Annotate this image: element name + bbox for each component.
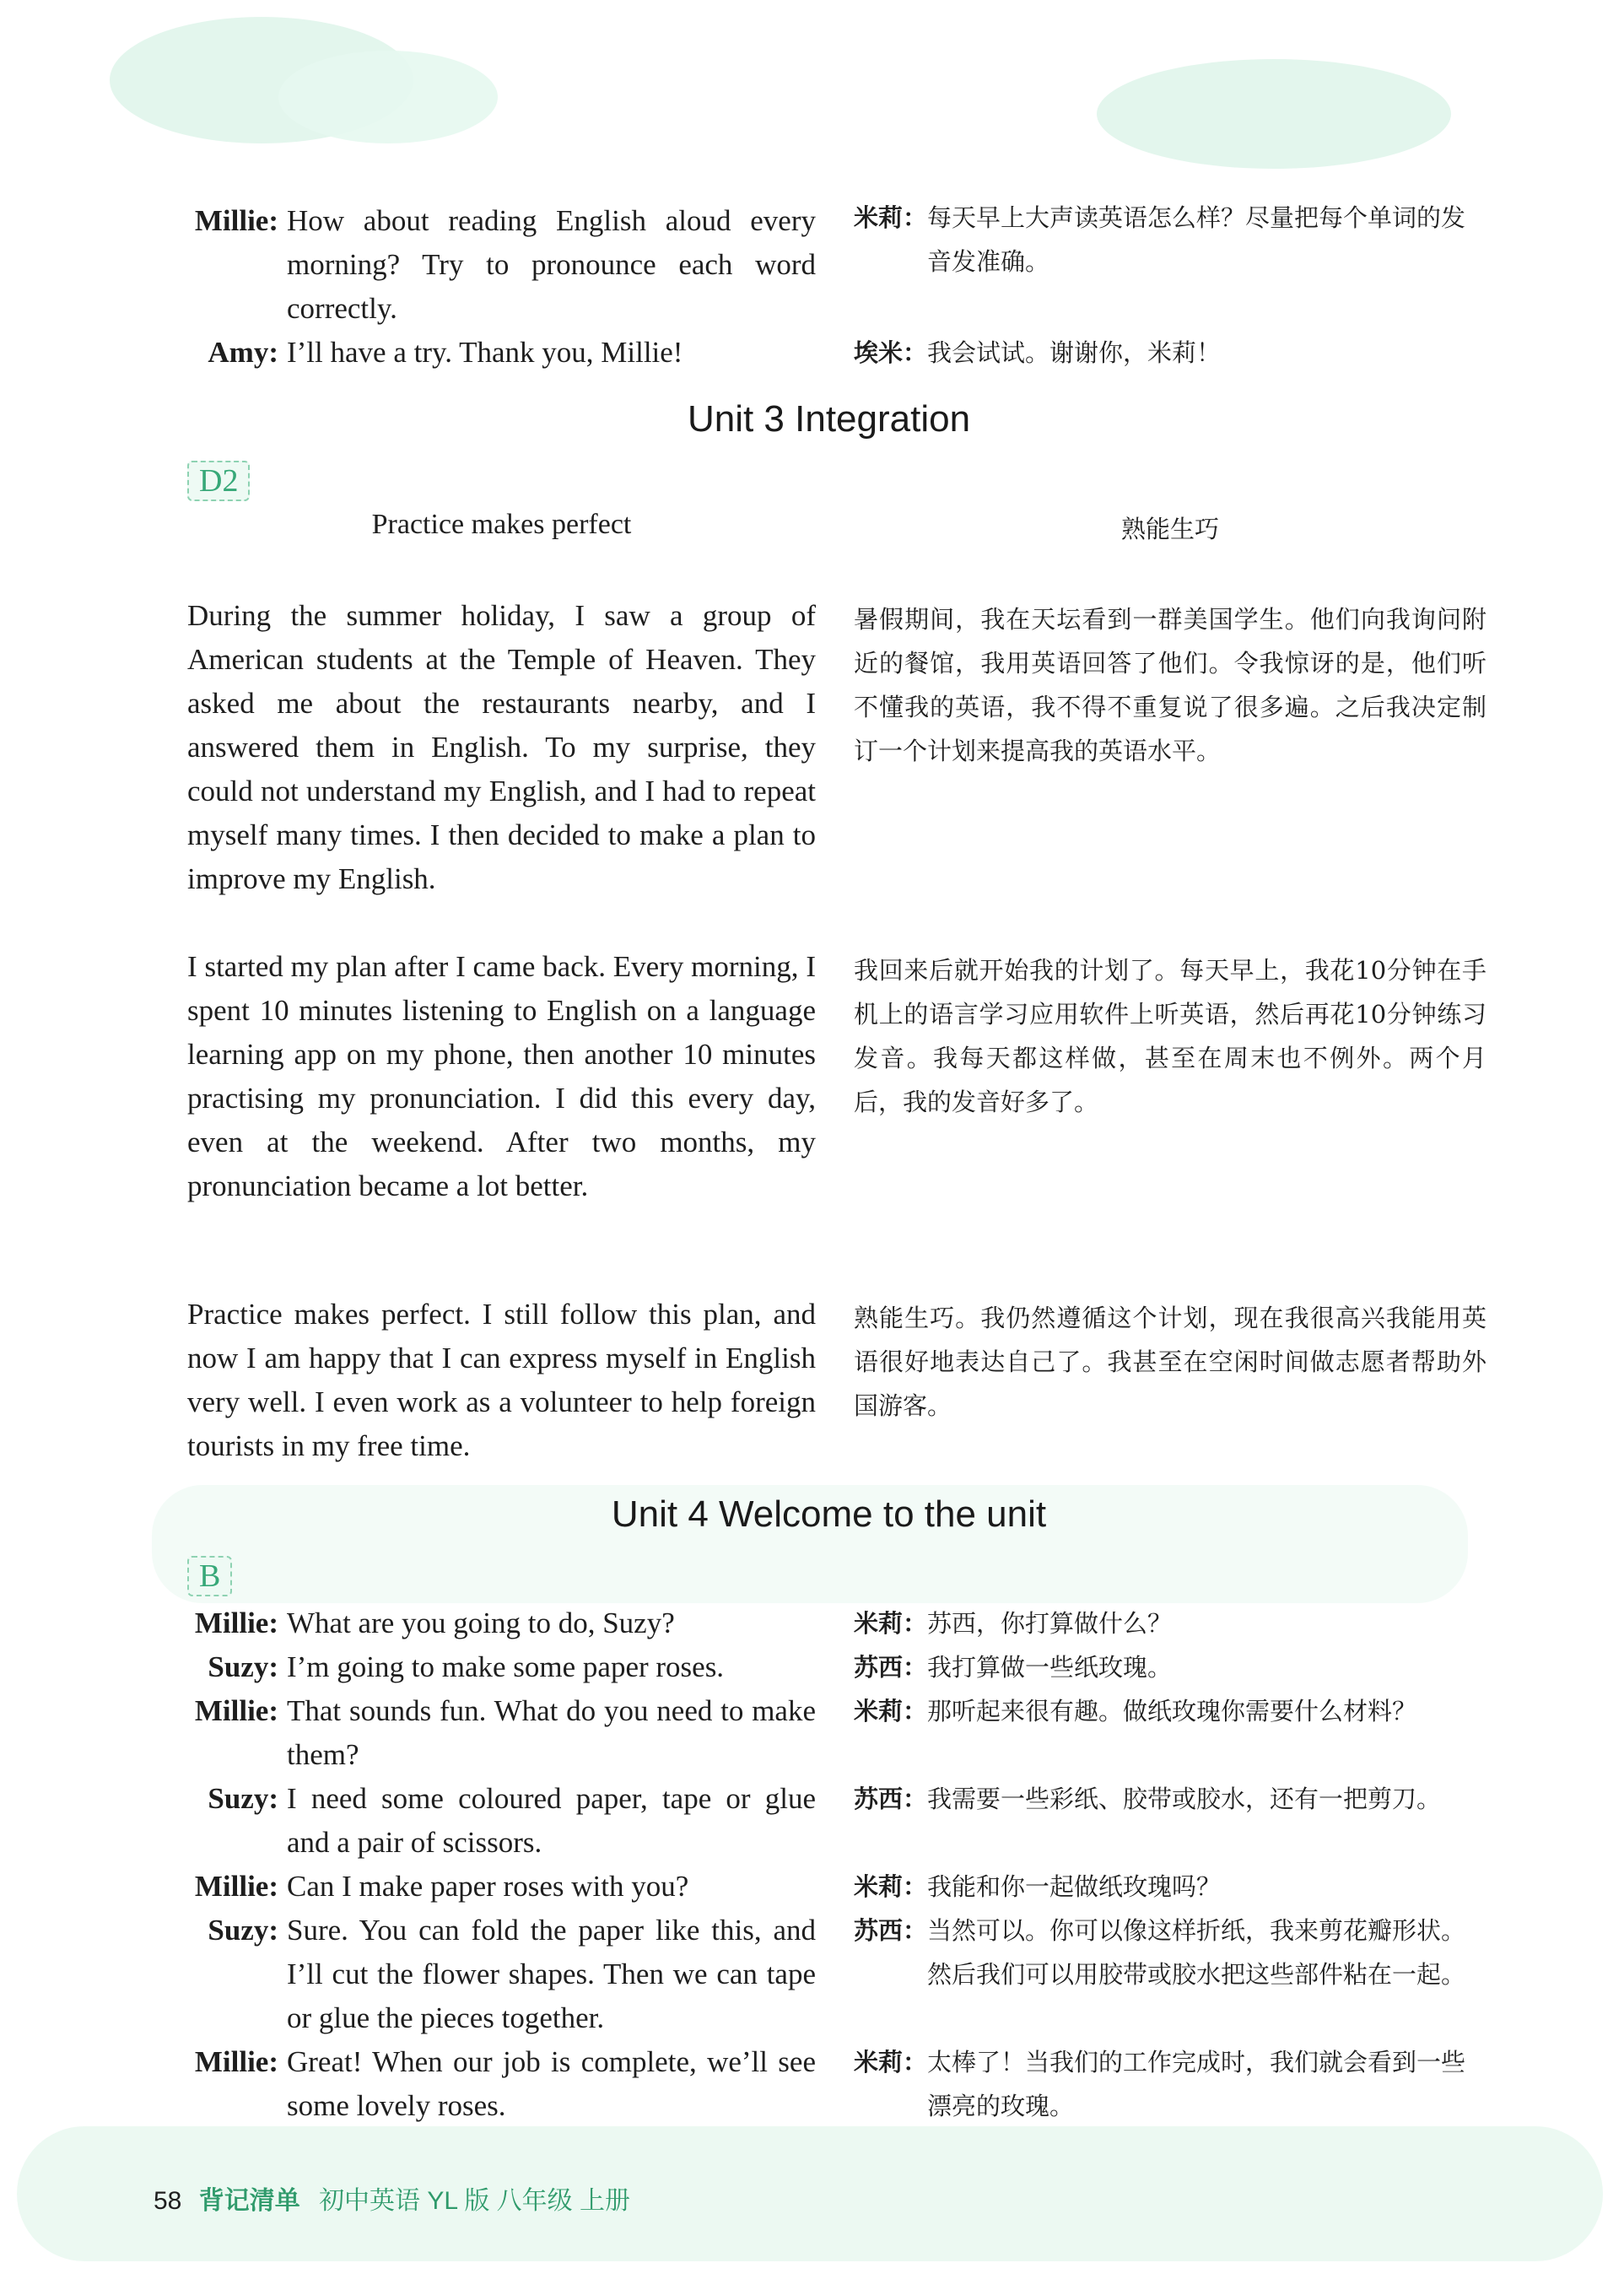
speaker-name-zh: 苏西： bbox=[854, 1785, 928, 1813]
dialogue-line-zh bbox=[854, 2040, 1486, 2128]
speaker-name: Suzy: bbox=[208, 1782, 278, 1815]
dialogue-text: Can I make paper roses with you? bbox=[287, 1870, 689, 1903]
paragraph-zh-2: 我回来后就开始我的计划了。每天早上，我花10分钟在手机上的语言学习应用软件上听英语，然后再花10分钟练习发音。我每天都这样做，甚至在周末也不例外。两个月后，我的发音好多了。 bbox=[854, 956, 1486, 1116]
dialogue-line-zh bbox=[854, 1689, 1486, 1733]
speaker-name: Millie: bbox=[194, 1607, 278, 1639]
paragraph-en-3: Practice makes perfect. I still follow this plan, and now I am happy that I can express myself in English very well. I even work as a volunteer to help foreign tourists in my free time. bbox=[187, 1298, 816, 1462]
dialogue-line-en bbox=[187, 1601, 816, 1645]
dialogue-line-en bbox=[187, 2040, 816, 2128]
dialogue-line-zh bbox=[854, 331, 1486, 375]
dialogue-text-zh: 每天早上大声读英语怎么样？尽量把每个单词的发音发准确。 bbox=[927, 203, 1466, 276]
passage-title-zh: 熟能生巧 bbox=[1120, 515, 1219, 543]
section-tag-b: B bbox=[187, 1556, 232, 1596]
dialogue-text: How about reading English aloud every morning? Try to pronounce each word correctly. bbox=[287, 204, 816, 325]
dialogue-text: What are you going to do, Suzy? bbox=[287, 1607, 675, 1639]
dialogue-text-zh: 我需要一些彩纸、胶带或胶水，还有一把剪刀。 bbox=[927, 1785, 1442, 1813]
dialogue-text-zh: 我会试试。谢谢你，米莉！ bbox=[927, 338, 1222, 367]
speaker-name: Millie: bbox=[194, 2045, 278, 2078]
paragraph-en-2: I started my plan after I came back. Every morning, I spent 10 minutes listening to English on a language learning app on my phone, then another 10 minutes practising my pronunciation. I did this every day, even at the weekend. After two months, my pronunciation became a lot better. bbox=[187, 950, 816, 1202]
speaker-name-zh: 苏西： bbox=[854, 1653, 928, 1682]
dialogue-text-zh: 当然可以。你可以像这样折纸，我来剪花瓣形状。然后我们可以用胶带或胶水把这些部件粘在一起。 bbox=[927, 1916, 1466, 1989]
dialogue-text: I’ll have a try. Thank you, Millie! bbox=[287, 336, 683, 369]
page-number: 58 bbox=[154, 2187, 182, 2215]
speaker-name: Amy: bbox=[208, 336, 278, 369]
passage-title-en: Practice makes perfect bbox=[371, 509, 632, 540]
paragraph-en-1: During the summer holiday, I saw a group of American students at the Temple of Heaven. They asked me about the restaurants nearby, and I answered them in English. To my surprise, they could not understand my English, and I had to repeat myself many times. I then decided to make a plan to improve my English. bbox=[187, 599, 816, 895]
dialogue-text: I’m going to make some paper roses. bbox=[287, 1650, 725, 1683]
paragraph-zh-1: 暑假期间，我在天坛看到一群美国学生。他们向我询问附近的餐馆，我用英语回答了他们。令我惊讶的是，他们听不懂我的英语，我不得不重复说了很多遍。之后我决定制订一个计划来提高我的英语水平。 bbox=[854, 605, 1486, 765]
speaker-name-zh: 埃米： bbox=[854, 338, 928, 367]
dialogue-text-zh: 太棒了！当我们的工作完成时，我们就会看到一些漂亮的玫瑰。 bbox=[927, 2048, 1466, 2120]
dialogue-line-zh bbox=[854, 1909, 1486, 1996]
dialogue-text-zh: 我打算做一些纸玫瑰。 bbox=[927, 1653, 1173, 1682]
speaker-name-zh: 米莉： bbox=[854, 1697, 928, 1725]
dialogue-line-en bbox=[187, 1689, 816, 1777]
dialogue-line-zh bbox=[854, 1645, 1486, 1689]
speaker-name: Suzy: bbox=[208, 1914, 278, 1947]
unit4-title: Unit 4 Welcome to the unit bbox=[611, 1493, 1047, 1535]
speaker-name-zh: 米莉： bbox=[854, 1872, 928, 1901]
dialogue-line-zh bbox=[854, 196, 1486, 284]
speaker-name: Millie: bbox=[194, 1870, 278, 1903]
dialogue-line-en bbox=[187, 199, 816, 331]
page-footer bbox=[154, 2179, 630, 2217]
section-tag-d2: D2 bbox=[187, 461, 250, 501]
dialogue-text: I need some coloured paper, tape or glue and a pair of scissors. bbox=[287, 1782, 816, 1859]
speaker-name-zh: 苏西： bbox=[854, 1916, 928, 1945]
paragraph-zh-3: 熟能生巧。我仍然遵循这个计划，现在我很高兴我能用英语很好地表达自己了。我甚至在空闲时间做志愿者帮助外国游客。 bbox=[854, 1304, 1486, 1420]
dialogue-text: Great! When our job is complete, we’ll see some lovely roses. bbox=[287, 2045, 816, 2122]
dialogue-text-zh: 我能和你一起做纸玫瑰吗？ bbox=[927, 1872, 1222, 1901]
dialogue-text: Sure. You can fold the paper like this, and I’ll cut the flower shapes. Then we can tape or glue the pieces together. bbox=[287, 1914, 816, 2034]
dialogue-line-en bbox=[187, 1865, 816, 1909]
book-subtitle: 初中英语 YL 版 八年级 上册 bbox=[319, 2187, 630, 2215]
dialogue-line-zh bbox=[854, 1865, 1486, 1909]
dialogue-text: That sounds fun. What do you need to make them? bbox=[287, 1694, 816, 1771]
speaker-name-zh: 米莉： bbox=[854, 1609, 928, 1638]
dialogue-line-en bbox=[187, 1909, 816, 2040]
speaker-name: Millie: bbox=[194, 204, 278, 237]
speaker-name-zh: 米莉： bbox=[854, 2048, 928, 2076]
dialogue-line-en bbox=[187, 331, 816, 375]
dialogue-line-en bbox=[187, 1645, 816, 1689]
unit3-title: Unit 3 Integration bbox=[687, 398, 971, 440]
dialogue-line-zh bbox=[854, 1777, 1486, 1821]
speaker-name: Suzy: bbox=[208, 1650, 278, 1683]
speaker-name: Millie: bbox=[194, 1694, 278, 1727]
speaker-name-zh: 米莉： bbox=[854, 203, 928, 232]
dialogue-text-zh: 苏西，你打算做什么？ bbox=[927, 1609, 1173, 1638]
dialogue-text-zh: 那听起来很有趣。做纸玫瑰你需要什么材料？ bbox=[927, 1697, 1417, 1725]
book-title: 背记清单 bbox=[198, 2187, 300, 2215]
dialogue-line-zh bbox=[854, 1601, 1486, 1645]
dialogue-line-en bbox=[187, 1777, 816, 1865]
